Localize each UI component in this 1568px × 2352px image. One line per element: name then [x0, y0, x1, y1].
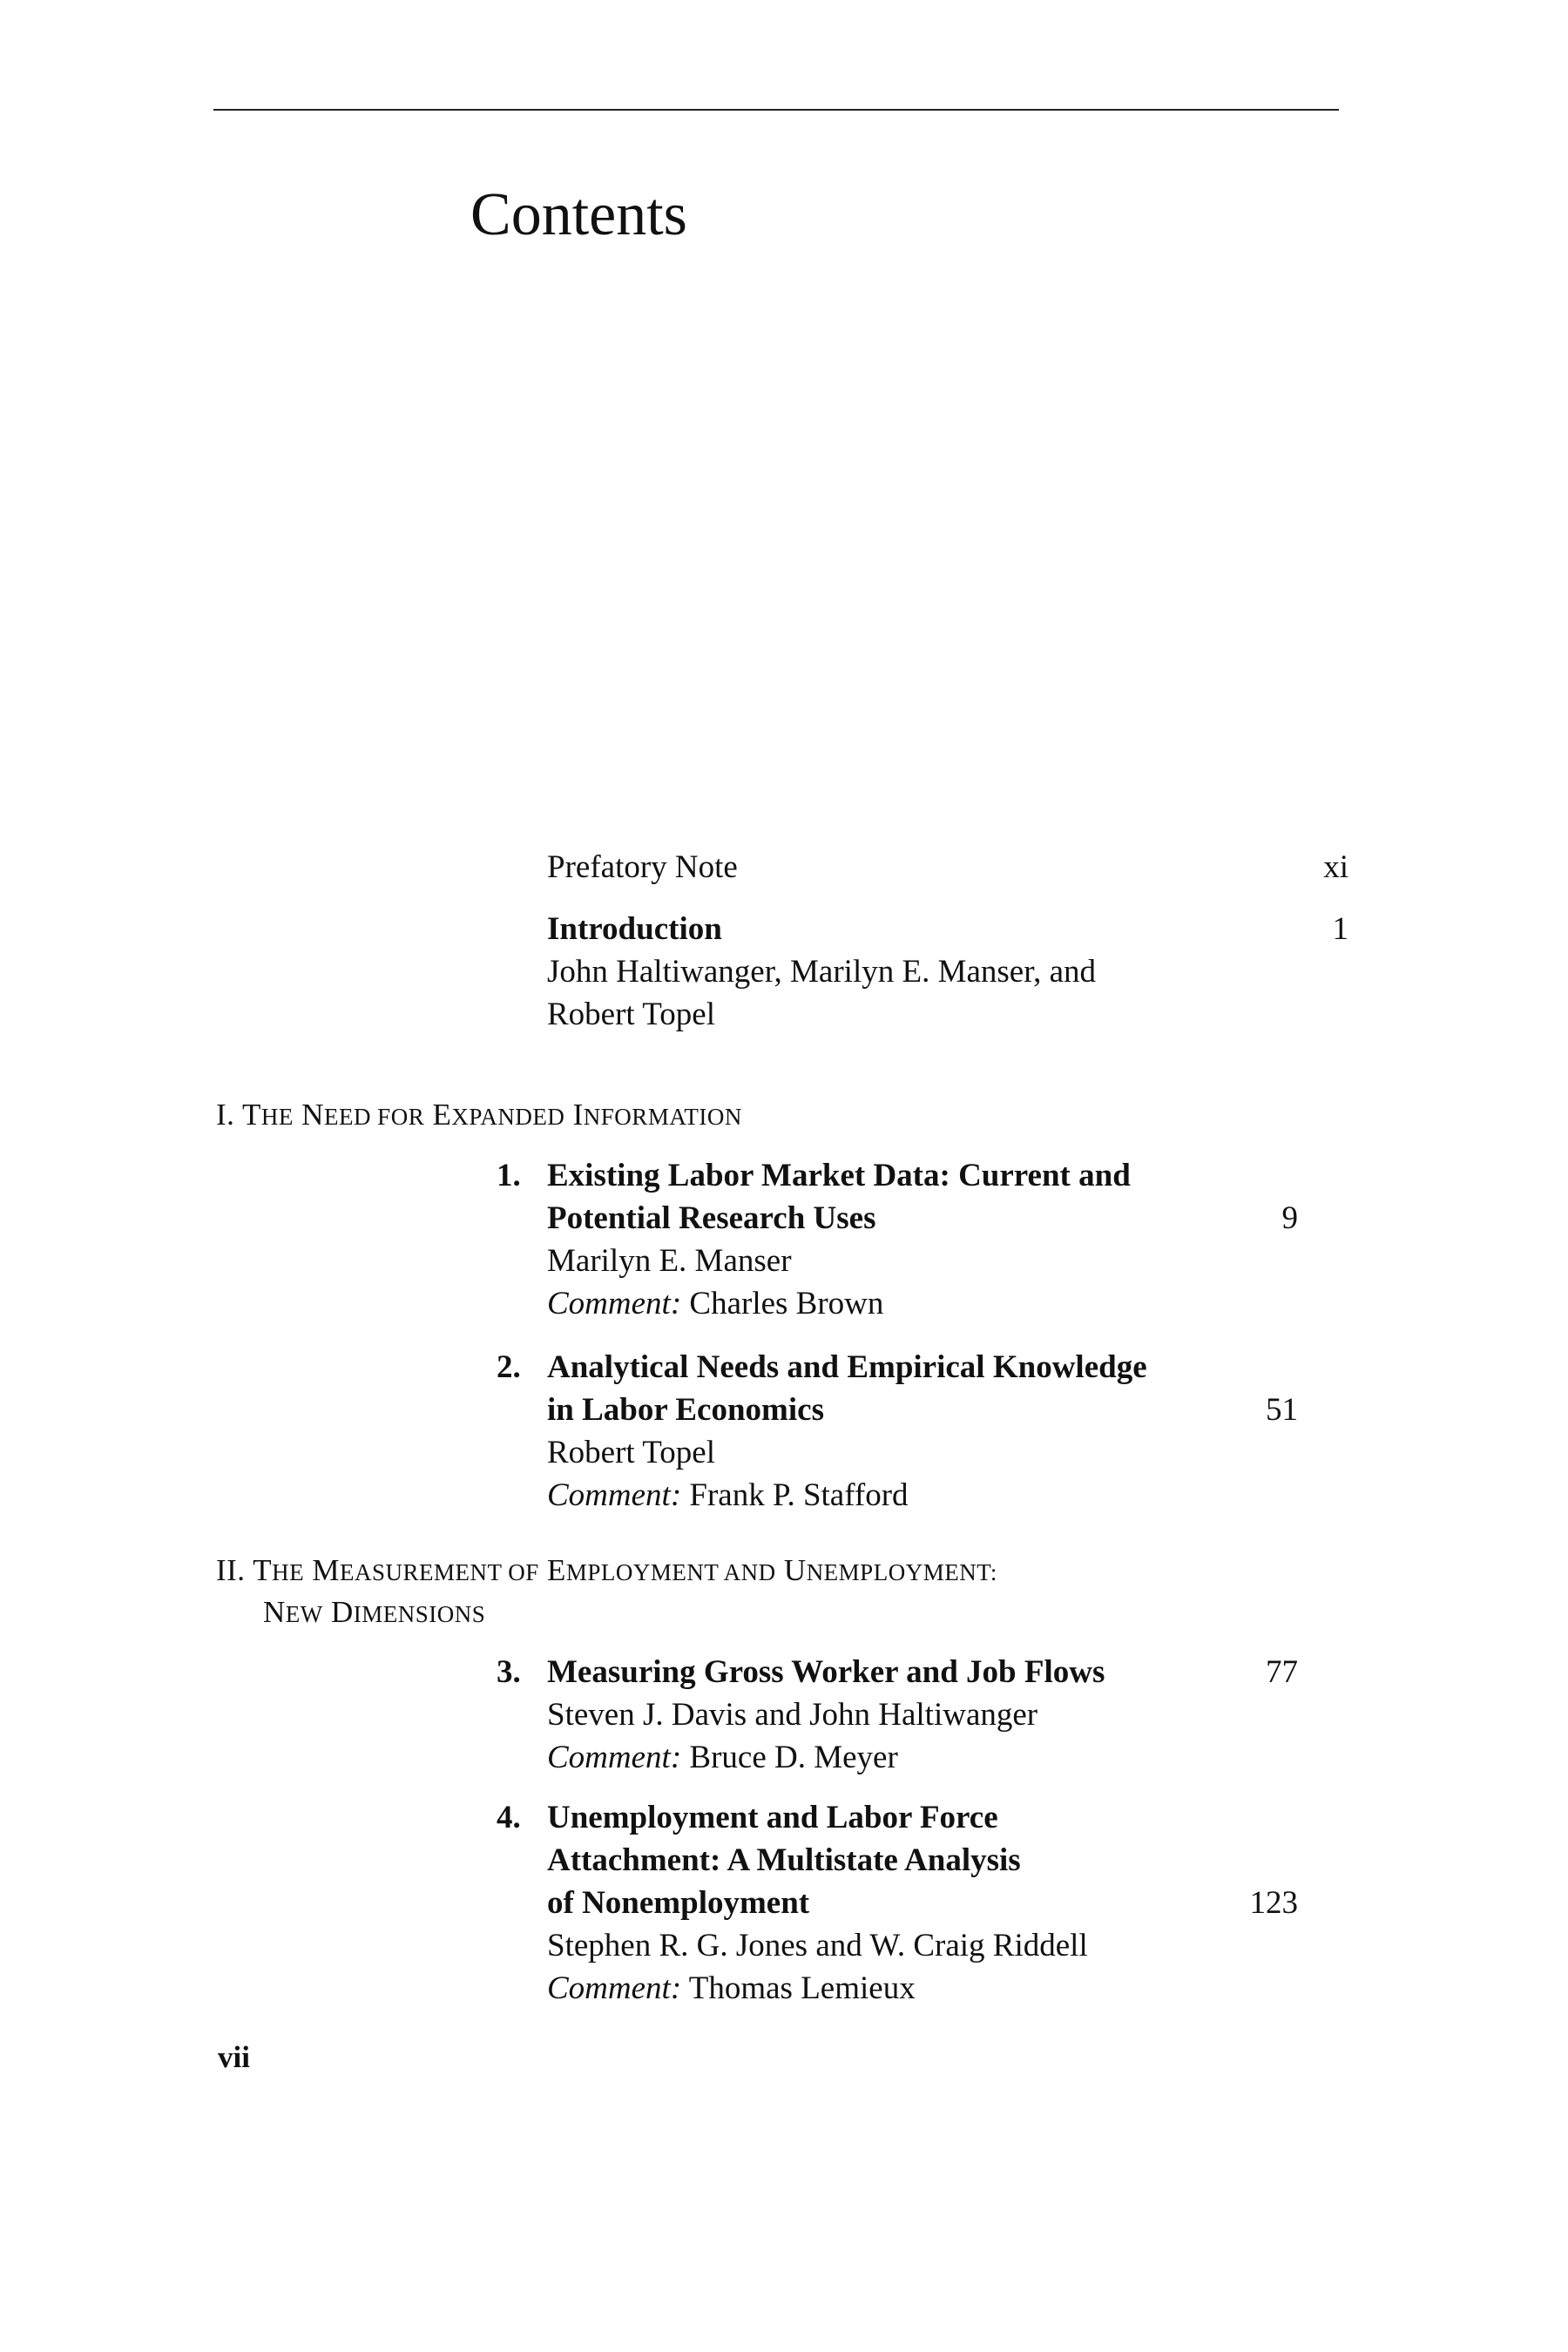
page-number: 9 [1281, 1200, 1298, 1236]
toc-entry-prefatory[interactable] [547, 846, 1348, 889]
entry-authors: John Haltiwanger, Marilyn E. Manser, and [547, 954, 1096, 990]
top-rule [213, 109, 1339, 111]
entry-title: of Nonemployment [547, 1885, 810, 1921]
entry-authors: Stephen R. G. Jones and W. Craig Riddell [547, 1928, 1088, 1963]
toc-entry-chapter-4[interactable] [497, 1796, 1298, 2010]
chapter-number: 1. [497, 1158, 521, 1193]
entry-comment: Comment: Frank P. Stafford [547, 1477, 909, 1513]
toc-entry-chapter-2[interactable] [497, 1346, 1298, 1517]
chapter-number: 3. [497, 1654, 521, 1690]
entry-authors: Robert Topel [547, 1435, 716, 1470]
folio-page-number: vii [218, 2040, 250, 2074]
entry-authors: Marilyn E. Manser [547, 1243, 792, 1279]
entry-title: in Labor Economics [547, 1392, 824, 1428]
entry-title: Prefatory Note [547, 849, 738, 885]
entry-comment: Comment: Charles Brown [547, 1286, 884, 1321]
entry-title: Introduction [547, 911, 722, 947]
entry-title: Analytical Needs and Empirical Knowledge [547, 1349, 1147, 1385]
page-number: 51 [1266, 1392, 1298, 1428]
entry-authors: Steven J. Davis and John Haltiwanger [547, 1697, 1038, 1733]
chapter-number: 4. [497, 1800, 521, 1835]
entry-authors: Robert Topel [547, 997, 716, 1032]
chapter-number: 2. [497, 1349, 521, 1385]
entry-comment: Comment: Thomas Lemieux [547, 1970, 916, 2006]
entry-comment: Comment: Bruce D. Meyer [547, 1740, 898, 1775]
toc-entry-chapter-1[interactable] [497, 1154, 1298, 1325]
part-heading-2: II. THE MEASUREMENT OF EMPLOYMENT AND UNEMPLOYMENT: [216, 1553, 997, 1587]
entry-title: Unemployment and Labor Force [547, 1800, 998, 1835]
page-number: 77 [1266, 1654, 1298, 1690]
toc-entry-chapter-3[interactable] [497, 1651, 1298, 1779]
part-heading-1: I. THE NEED FOR EXPANDED INFORMATION [216, 1098, 742, 1132]
page-number: xi [1323, 849, 1348, 885]
toc-entry-introduction[interactable] [547, 908, 1348, 1036]
part-heading-2-cont: NEW DIMENSIONS [263, 1595, 486, 1629]
page-number: 123 [1249, 1885, 1298, 1921]
entry-title: Measuring Gross Worker and Job Flows [547, 1654, 1105, 1690]
entry-title: Potential Research Uses [547, 1200, 876, 1236]
page-number: 1 [1332, 911, 1348, 947]
entry-title: Existing Labor Market Data: Current and [547, 1158, 1131, 1193]
entry-title: Attachment: A Multistate Analysis [547, 1842, 1021, 1878]
page-title: Contents [470, 181, 687, 248]
